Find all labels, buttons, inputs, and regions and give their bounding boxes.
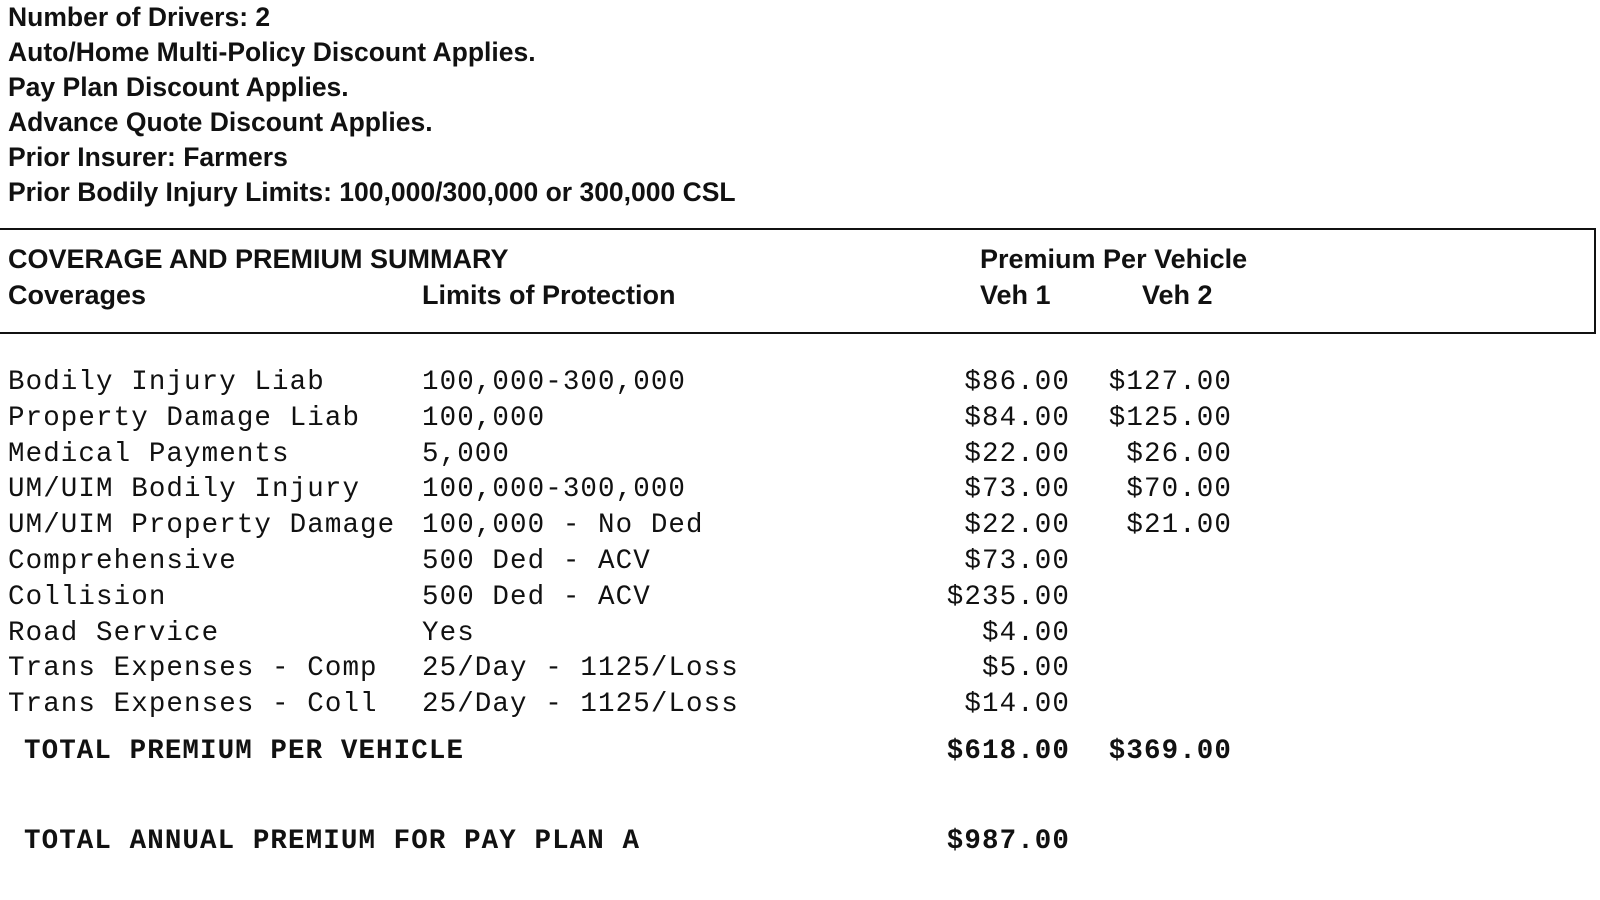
veh2-premium: $26.00 (1126, 438, 1232, 470)
coverage-limit: 500 Ded - ACV (422, 546, 651, 577)
coverage-row (0, 367, 1600, 403)
coverage-row (0, 546, 1600, 582)
veh1-column-header: Veh 1 (980, 280, 1051, 310)
veh1-premium: $73.00 (964, 474, 1070, 506)
coverage-name: Collision (8, 581, 167, 613)
policy-info-block (8, 0, 736, 210)
coverage-limit: 500 Ded - ACV (422, 581, 651, 613)
veh1-premium: $14.00 (964, 689, 1070, 721)
coverage-name: Comprehensive (8, 546, 237, 577)
veh1-premium: $86.00 (964, 367, 1070, 398)
total-veh1-value: $618.00 (946, 736, 1070, 767)
coverage-name: UM/UIM Bodily Injury (8, 474, 361, 506)
coverage-name: Property Damage Liab (8, 402, 361, 434)
coverage-limit: 25/Day - 1125/Loss (422, 689, 739, 721)
coverage-name: Trans Expenses - Comp (8, 653, 378, 685)
veh1-premium: $235.00 (946, 581, 1070, 613)
info-line: Prior Bodily Injury Limits: 100,000/300,000 or 300,000 CSL (8, 177, 736, 207)
veh1-premium: $4.00 (981, 617, 1070, 649)
veh1-premium: $5.00 (981, 653, 1070, 685)
summary-title: COVERAGE AND PREMIUM SUMMARY (8, 244, 509, 274)
coverage-limit: 100,000-300,000 (422, 474, 687, 506)
veh1-premium: $84.00 (964, 402, 1070, 434)
veh2-premium: $125.00 (1108, 402, 1232, 434)
total-annual-label: TOTAL ANNUAL PREMIUM FOR PAY PLAN A (24, 826, 641, 857)
coverage-row (0, 618, 1600, 654)
coverage-row (0, 403, 1600, 439)
coverages-column-header: Coverages (8, 280, 147, 310)
veh1-premium: $73.00 (964, 546, 1070, 577)
coverage-name: UM/UIM Property Damage (8, 510, 396, 542)
coverage-row (0, 474, 1600, 510)
coverage-limit: 100,000 (422, 402, 546, 434)
veh2-premium: $127.00 (1108, 367, 1232, 398)
veh1-premium: $22.00 (964, 438, 1070, 470)
total-per-vehicle-label: TOTAL PREMIUM PER VEHICLE (24, 736, 465, 767)
coverage-name: Bodily Injury Liab (8, 367, 325, 398)
info-line: Advance Quote Discount Applies. (8, 107, 433, 137)
info-line: Pay Plan Discount Applies. (8, 72, 349, 102)
premium-per-vehicle-heading: Premium Per Vehicle (980, 244, 1248, 274)
coverage-limit: 100,000-300,000 (422, 367, 687, 398)
coverage-row (0, 582, 1600, 618)
info-line: Auto/Home Multi-Policy Discount Applies. (8, 37, 536, 67)
coverage-row (0, 689, 1600, 725)
info-line: Prior Insurer: Farmers (8, 142, 288, 172)
coverage-limit: 100,000 - No Ded (422, 510, 704, 542)
coverage-row (0, 653, 1600, 689)
coverage-limit: 5,000 (422, 438, 511, 470)
info-line: Number of Drivers: 2 (8, 2, 271, 32)
coverage-name: Medical Payments (8, 438, 290, 470)
total-veh2-value: $369.00 (1108, 736, 1232, 767)
veh2-premium: $21.00 (1126, 510, 1232, 542)
total-annual-premium-row (0, 826, 1600, 862)
veh2-premium: $70.00 (1126, 474, 1232, 506)
coverage-row (0, 439, 1600, 475)
coverage-name: Trans Expenses - Coll (8, 689, 378, 721)
veh2-column-header: Veh 2 (1142, 280, 1213, 310)
coverage-limit: 25/Day - 1125/Loss (422, 653, 739, 685)
limits-column-header: Limits of Protection (422, 280, 676, 310)
coverage-limit: Yes (422, 617, 475, 649)
coverage-name: Road Service (8, 617, 220, 649)
total-annual-value: $987.00 (946, 826, 1070, 857)
veh1-premium: $22.00 (964, 510, 1070, 542)
total-per-vehicle-row (0, 736, 1600, 772)
coverage-row (0, 510, 1600, 546)
